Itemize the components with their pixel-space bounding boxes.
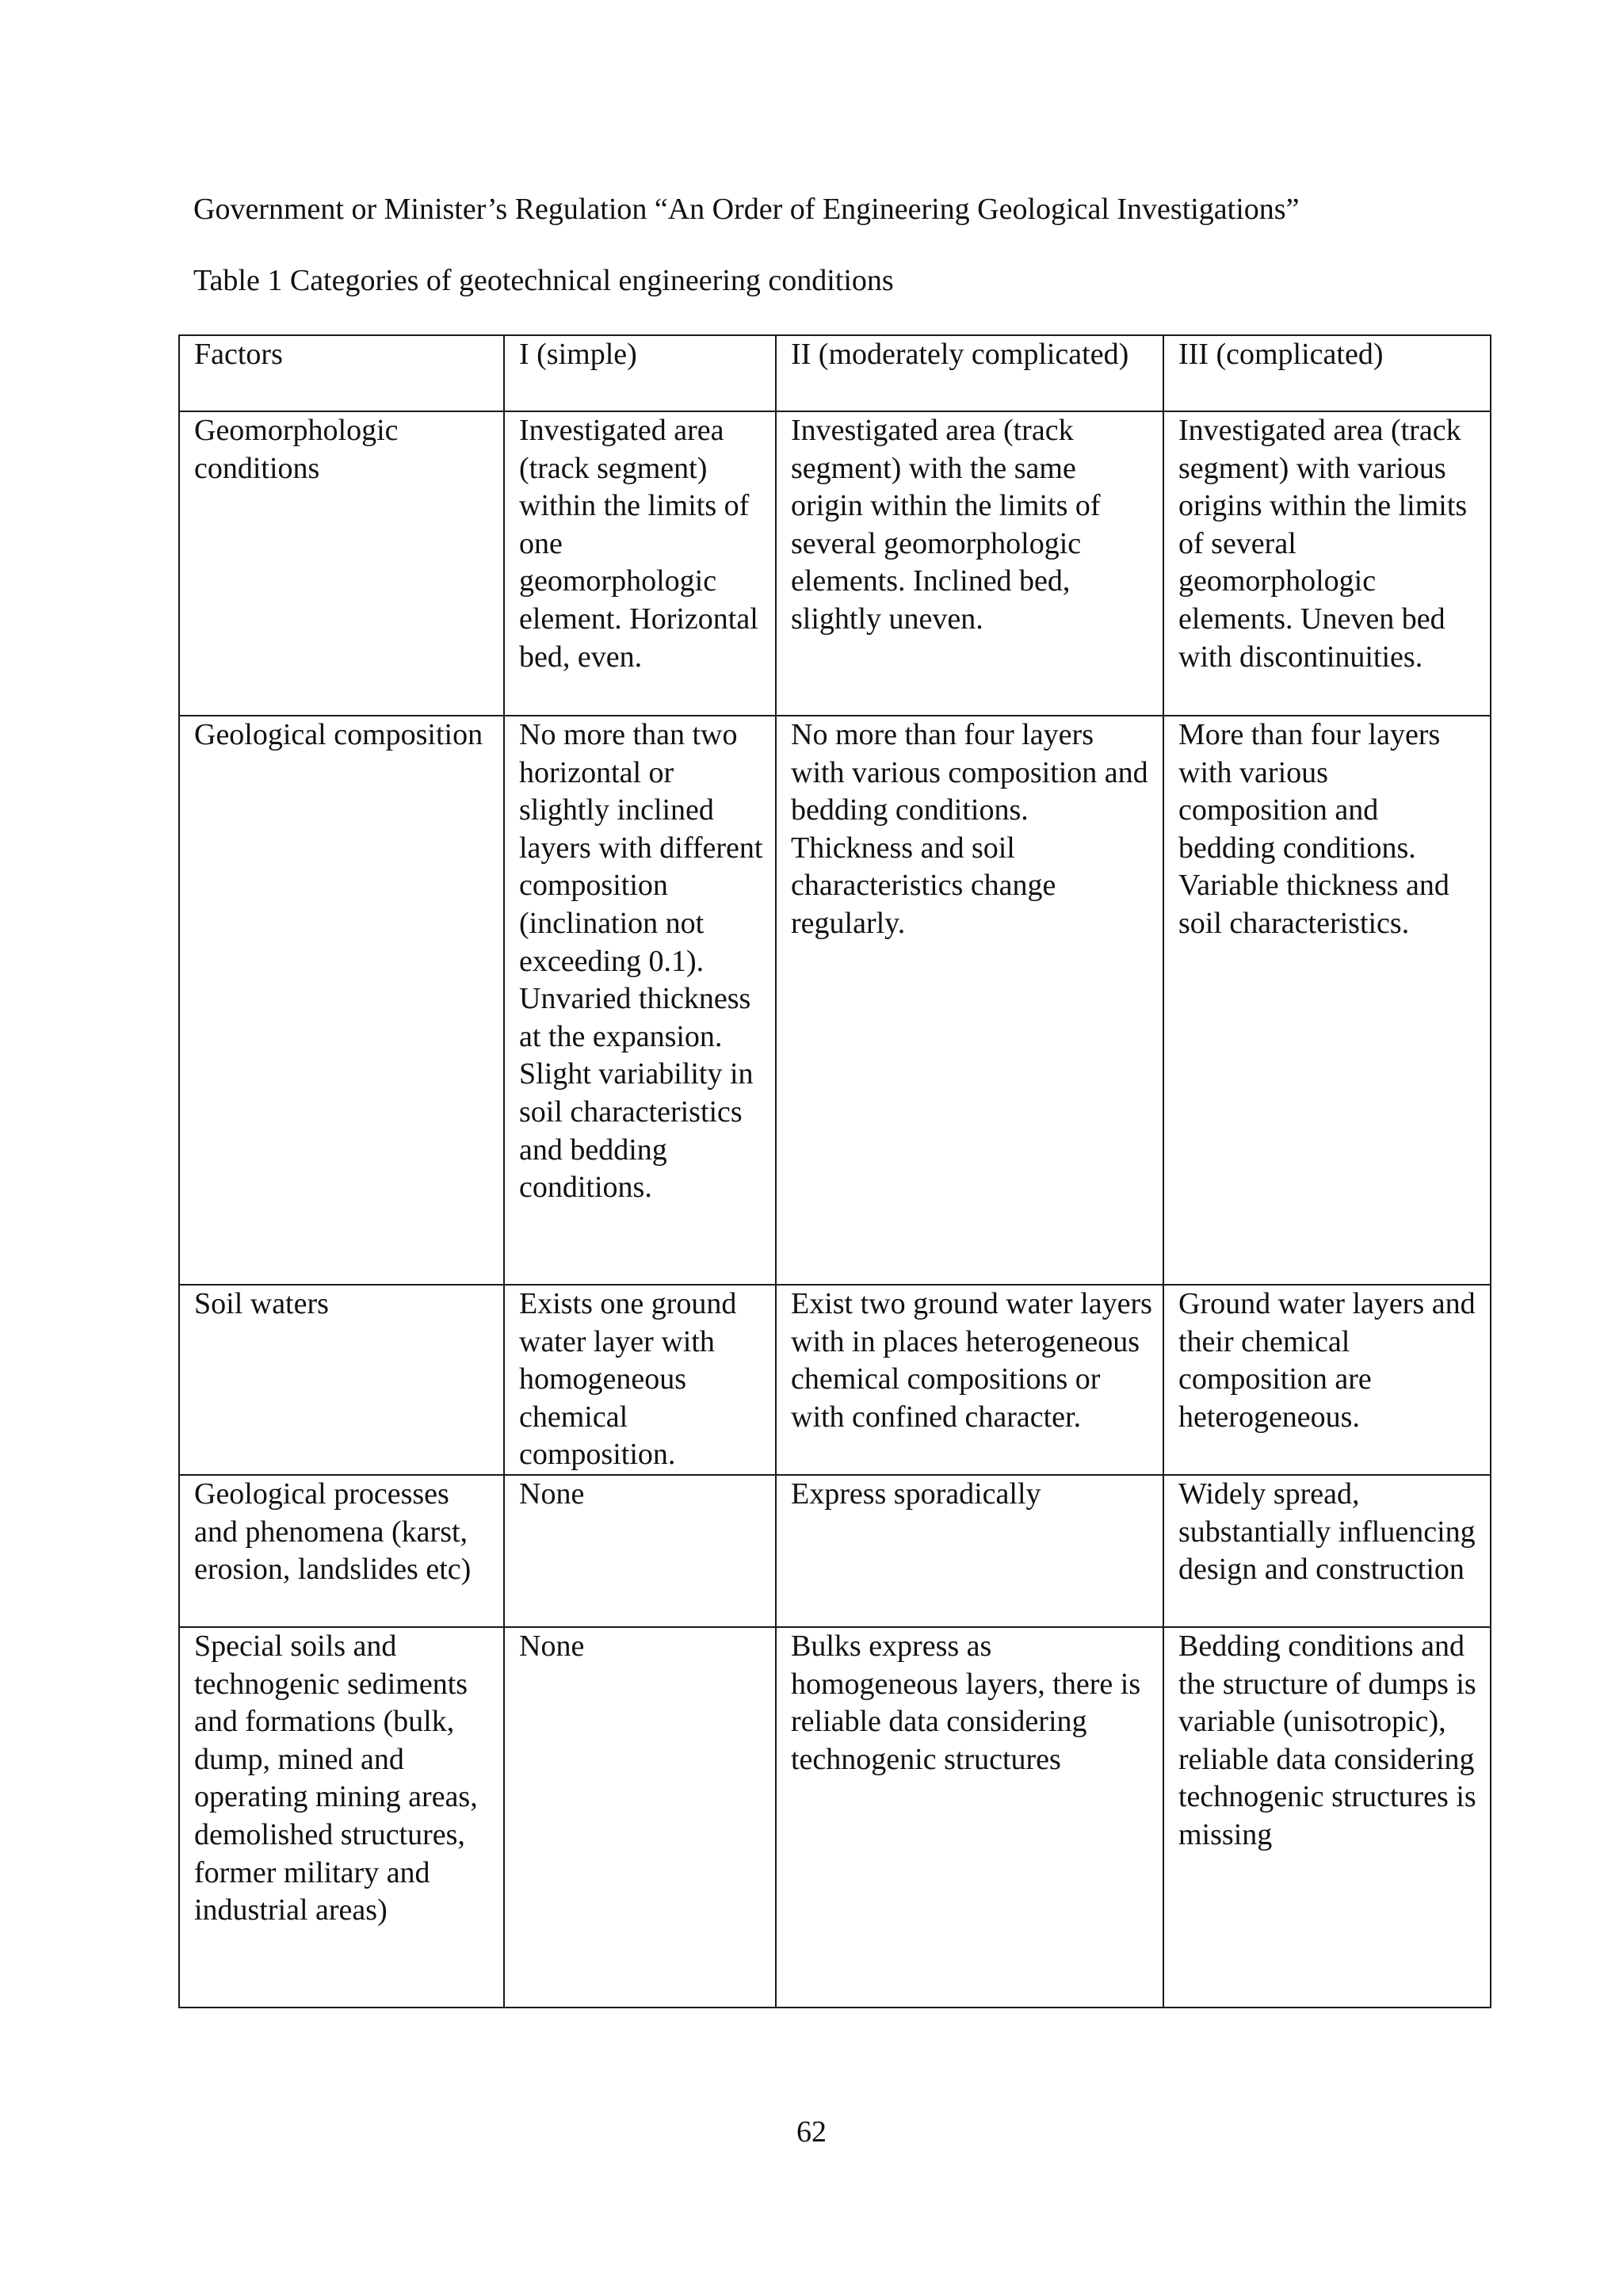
category-1-cell: None [504,1627,776,2008]
category-3-cell: Bedding conditions and the structure of dumps is variable (unisotropic), reliable data considering technogenic structures is missing [1163,1627,1491,2008]
category-3-cell: More than four layers with various composition and bedding conditions. Variable thickness and soil characteristics. [1163,716,1491,1285]
factor-cell: Geomorphologic conditions [179,411,504,716]
header-category-2: II (moderately complicated) [776,335,1163,411]
category-2-cell: Express sporadically [776,1475,1163,1627]
conditions-table [178,334,1491,2008]
category-2-cell: Bulks express as homogeneous layers, there is reliable data considering technogenic structures [776,1627,1163,2008]
page-number: 62 [796,2115,827,2149]
category-2-cell: No more than four layers with various composition and bedding conditions. Thickness and soil characteristics change regularly. [776,716,1163,1285]
category-3-cell: Investigated area (track segment) with various origins within the limits of several geomorphologic elements. Uneven bed with discontinuities. [1163,411,1491,716]
category-3-cell: Widely spread, substantially influencing design and construction [1163,1475,1491,1627]
table-row [179,411,1491,716]
table-row [179,1475,1491,1627]
factor-cell: Special soils and technogenic sediments and formations (bulk, dump, mined and operating mining areas, demolished structures, former military and industrial areas) [179,1627,504,2008]
category-2-cell: Investigated area (track segment) with the same origin within the limits of several geomorphologic elements. Inclined bed, slightly uneven. [776,411,1163,716]
category-1-cell: None [504,1475,776,1627]
header-category-3: III (complicated) [1163,335,1491,411]
document-heading: Government or Minister’s Regulation “An Order of Engineering Geological Investigations” [193,193,1300,226]
header-factors: Factors [179,335,504,411]
category-2-cell: Exist two ground water layers with in places heterogeneous chemical compositions or with confined character. [776,1285,1163,1475]
table-row [179,1627,1491,2008]
table-row [179,716,1491,1285]
table-caption: Table 1 Categories of geotechnical engineering conditions [193,264,894,297]
table-row [179,1285,1491,1475]
category-1-cell: No more than two horizontal or slightly inclined layers with different composition (inclination not exceeding 0.1). Unvaried thickness at the expansion. Slight variability in soil characteristics and bedding conditions. [504,716,776,1285]
category-1-cell: Exists one ground water layer with homogeneous chemical composition. [504,1285,776,1475]
factor-cell: Geological processes and phenomena (karst, erosion, landslides etc) [179,1475,504,1627]
header-category-1: I (simple) [504,335,776,411]
category-3-cell: Ground water layers and their chemical composition are heterogeneous. [1163,1285,1491,1475]
factor-cell: Soil waters [179,1285,504,1475]
factor-cell: Geological composition [179,716,504,1285]
category-1-cell: Investigated area (track segment) within the limits of one geomorphologic element. Horizontal bed, even. [504,411,776,716]
table-header-row [179,335,1491,411]
